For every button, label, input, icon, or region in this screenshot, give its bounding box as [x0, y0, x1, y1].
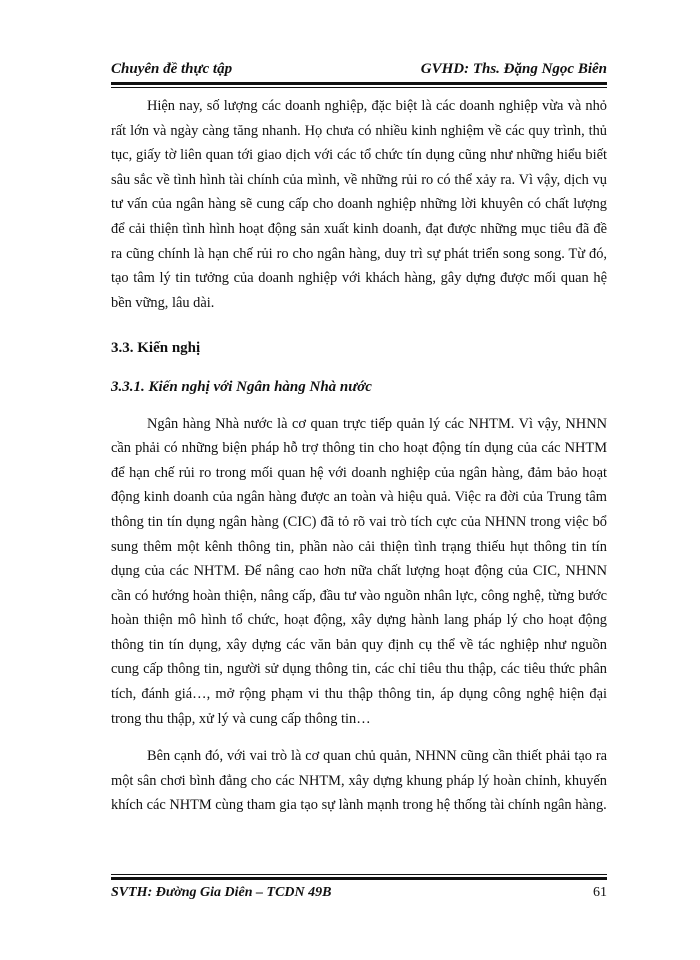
header-rule-thin	[111, 87, 607, 88]
body-paragraph-3: Bên cạnh đó, với vai trò là cơ quan chủ quản, NHNN cũng cần thiết phải tạo ra một sân chơi bình đẳng cho các NHTM, xây dựng khung pháp lý hoàn chỉnh, khuyến khích các NHTM cùng tham gia tạo sự lành mạnh trong hệ thống tài chính ngân hàng.	[111, 748, 607, 814]
page-number: 61	[593, 885, 607, 900]
footer-author: SVTH: Đường Gia Diên – TCDN 49B	[111, 885, 332, 900]
header-document-type: Chuyên đề thực tập	[111, 61, 233, 77]
page-body	[111, 94, 607, 818]
header-supervisor: GVHD: Ths. Đặng Ngọc Biên	[420, 61, 607, 77]
page-footer	[111, 884, 607, 902]
section-heading: 3.3. Kiến nghị	[111, 340, 201, 357]
page-header	[111, 60, 607, 78]
subsection-heading: 3.3.1. Kiến nghị với Ngân hàng Nhà nước	[111, 378, 372, 395]
body-paragraph-1: Hiện nay, số lượng các doanh nghiệp, đặc biệt là các doanh nghiệp vừa và nhỏ rất lớn và ngày càng tăng nhanh. Họ chưa có nhiều kinh nghiệm về các quy trình, thủ tục, giấy tờ liên quan tới giao dịch với các tổ chức tín dụng cũng như những hiểu biết sâu sắc về tình hình tài chính của mình, về những rủi ro có thể xảy ra. Vì vậy, dịch vụ tư vấn của ngân hàng sẽ cung cấp cho doanh nghiệp những lời khuyên có chất lượng để cải thiện tình hình hoạt động sản xuất kinh doanh, đạt được những mục tiêu đã đề ra cũng chính là hạn chế rủi ro cho ngân hàng, duy trì sự phát triển song song. Từ đó, tạo tâm lý tin tưởng của doanh nghiệp với khách hàng, gây dựng được mối quan hệ bền vững, lâu dài.	[111, 98, 607, 311]
body-paragraph-2: Ngân hàng Nhà nước là cơ quan trực tiếp quản lý các NHTM. Vì vậy, NHNN cần phải có những biện pháp hỗ trợ thông tin cho hoạt động tín dụng của các NHTM để hạn chế rủi ro trong mối quan hệ với doanh nghiệp của ngân hàng, đảm bảo hoạt động kinh doanh của ngân hàng được an toàn và hiệu quả. Việc ra đời của Trung tâm thông tin tín dụng ngân hàng (CIC) đã tỏ rõ vai trò tích cực của NHNN trong việc bổ sung thêm một kênh thông tin, phần nào cải thiện tình trạng thiếu hụt thông tin tín dụng của các NHTM. Để nâng cao hơn nữa chất lượng hoạt động của CIC, NHNN cần có hướng hoàn thiện, nâng cấp, đầu tư vào nguồn nhân lực, công nghệ, từng bước hoàn thiện mô hình tổ chức, hoạt động, xây dựng hành lang pháp lý cho hoạt động thông tin tín dụng, xây dựng các văn bản quy định cụ thể về tác nghiệp như nguồn cung cấp thông tin, người sử dụng thông tin, các chỉ tiêu thu thập, các tiêu thức phân tích, đánh giá…, mở rộng phạm vi thu thập thông tin, áp dụng công nghệ hiện đại trong thu thập, xử lý và cung cấp thông tin…	[111, 415, 607, 727]
footer-rule	[111, 877, 607, 880]
header-rule	[111, 82, 607, 85]
footer-rule-thin	[111, 874, 607, 875]
